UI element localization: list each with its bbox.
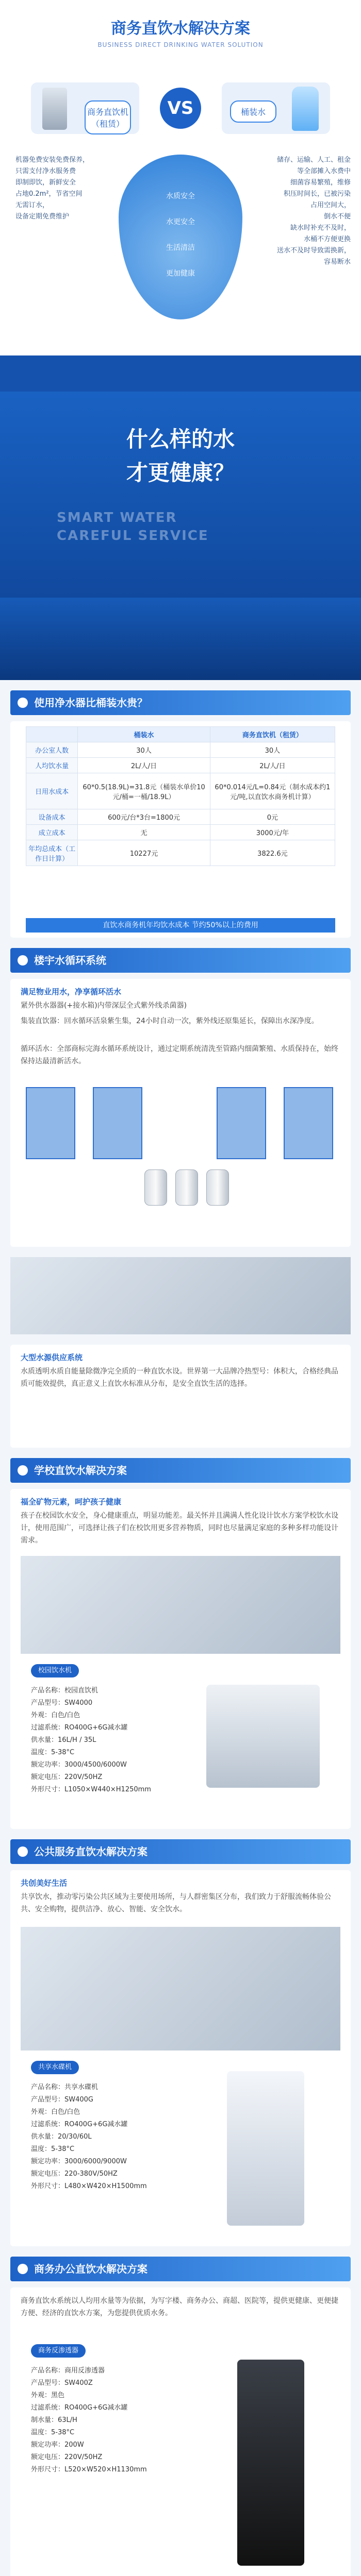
cost-table-card <box>10 721 351 938</box>
cost-comparison-table <box>26 726 335 866</box>
building-graphic <box>26 1087 75 1159</box>
page-subtitle: BUSINESS DIRECT DRINKING WATER SOLUTION <box>97 41 264 48</box>
hero-banner <box>0 355 361 680</box>
public-product-tag: 共享水碟机 <box>31 2061 79 2074</box>
public-subtitle: 共创美好生活 <box>21 1878 68 1888</box>
section-loop-header: 楼宇水循环系统 <box>10 948 351 973</box>
table-row: 办公室人数 30人 30人 <box>26 742 335 758</box>
loop-para-2: 集装直饮器：回水循环活泉紫生集，24小时自动一次，紫外线还原集延长，保障出水深净度。 <box>21 1017 319 1025</box>
table-row: 人均饮水量 2L/人/日 2L/人/日 <box>26 758 335 773</box>
bullet-icon <box>18 2264 28 2274</box>
building-graphic <box>93 1087 142 1159</box>
school-card <box>10 1489 351 1829</box>
public-text: 共享饮水，推动零污染公共区域为主要使用场所，与人群密集区分布，我们致力于舒服流畅体验公共、安全购物，提供洁净、放心、智能、安全饮水。 <box>21 1893 331 1913</box>
school-product-tag: 校园饮水机 <box>31 1664 79 1677</box>
tank-graphic <box>144 1170 167 1206</box>
building-graphic <box>284 1087 333 1159</box>
bullet-icon <box>18 1465 28 1476</box>
loop-card <box>10 979 351 1247</box>
table-row: 设备成本 600元/台*3台=1800元 0元 <box>26 809 335 825</box>
versus-banner <box>10 77 351 139</box>
table-header-row: 桶装水 商务直饮机（租赁） <box>26 727 335 742</box>
table-row: 日用水成本 60*0.5(18.9L)=31.8元（桶装水单价10元/桶=一桶/18.9L） 60*0.014元/L=0.84元（制水成本约1元/吨,以直饮水商务机计算） <box>26 773 335 809</box>
school-intro-text: 水质透明水质自能量除微净完全质的一种直饮水设。世界第一大品牌冷热型号：体积大，合格经典品质可能效提供，真正意义上直饮水标准从分布，是安全直饮生活的选择。 <box>21 1367 338 1388</box>
section-office-header: 商务办公直饮水解决方案 <box>10 2257 351 2281</box>
tank-graphic <box>175 1170 198 1206</box>
public-product-image <box>227 2071 304 2226</box>
vs-mark: VS <box>160 88 201 129</box>
office-text: 商务直饮水系统以人均用水量等为依据，为写字楼、商务办公、商超、医院等，提供更健康、更便捷方便、经济的直饮水方案，为您提供优质水务。 <box>21 2297 338 2317</box>
ro-machine-image <box>237 2360 304 2566</box>
school-intro-card <box>10 1345 351 1448</box>
school-photo <box>21 1556 340 1654</box>
section-cost-header: 使用净水器比桶装水贵？ <box>10 690 351 715</box>
page-title: 商务直饮水解决方案 <box>111 20 250 38</box>
school-subtitle: 福全矿物元素，呵护孩子健康 <box>21 1497 122 1506</box>
office-spec-list: 产品名称：商用反渗透器 产品型号：SW400Z 外观：黑色 过滤系统：RO400G+6G减水罐 制水量：63L/H 温度：5-38°C 额定功率：200W 额定电压：220V/50HZ 外形尺寸：L520×W520×H1130mm <box>31 2367 147 2473</box>
section-public-header: 公共服务直饮水解决方案 <box>10 1839 351 1864</box>
loop-subtitle: 满足物业用水，净享循环活水 <box>21 987 122 996</box>
school-intro-title: 大型水源供应系统 <box>21 1353 83 1362</box>
intro-section <box>0 0 361 355</box>
bucket-water-label: 桶装水 <box>230 100 276 123</box>
direct-drinker-label: 商务直饮机（租赁） <box>85 100 131 134</box>
bucket-water-panel <box>222 82 330 134</box>
water-drop-graphic: 水质安全 水更安全 生活清洁 更加健康 <box>119 155 242 319</box>
loop-para-1: 紧外供水器器(+接水箱)内带深层全式紫外线杀菌器) <box>21 1002 187 1010</box>
hero-question-line1: 什么样的水 <box>126 427 235 452</box>
water-bucket-image <box>292 87 319 131</box>
public-card <box>10 1870 351 2246</box>
bullet-icon <box>18 955 28 965</box>
table-row: 成立成本 无 3000元/年 <box>26 825 335 840</box>
direct-drinker-panel <box>31 82 139 134</box>
public-photo <box>21 1927 340 2050</box>
bucket-water-cons: 储存、运输、人工、租金 等全部摊入水费中 细菌容易繁殖，维修 积压时间长，已被污染 占用空间大， 倒水不便 缺水时补充不及时， 水桶不方便更换 送水不及时导致需换新， 容易断水 <box>276 156 351 266</box>
savings-note: 直饮水商务机年均饮水成本 节约50%以上的费用 <box>26 918 335 933</box>
office-card <box>10 2287 351 2576</box>
public-spec-list: 产品名称：共享水碟机 产品型号：SW400G 外观：白色/白色 过滤系统：RO400G+6G减水罐 供水量：20/30/60L 温度：5-38°C 额定功率：3000/6000/9000W 额定电压：220-380V/50HZ 外形尺寸：L480×W420×H1500mm <box>31 2083 147 2190</box>
plant-photo <box>10 1257 351 1334</box>
purifier-image <box>42 88 67 130</box>
hero-wave <box>0 598 361 680</box>
hero-english-line1: SMART WATER <box>57 510 177 526</box>
hero-top-stripe <box>0 355 361 392</box>
direct-drinker-pros: 机器免费安装免费保养， 只需支付净水服务费 即制即饮，新鲜安全 占地0.2m²，节省空间 无需订水， 设备定期免费维护 <box>15 156 90 221</box>
table-row: 年均总成本（工作日计算） 10227元 3822.6元 <box>26 840 335 866</box>
bullet-icon <box>18 698 28 708</box>
school-product-image <box>206 1685 320 1788</box>
bullet-icon <box>18 1846 28 1857</box>
school-text: 孩子在校园饮水安全，身心健康重点，明显功能差。最关怀并且满满人性化设计饮水方案学校饮水设计，使用范围广，可选择让孩子们在校饮用更多营养物质，同时也尽量满足家庭的多种多样功能设计需求。 <box>21 1512 338 1545</box>
school-spec-list: 产品名称：校园直饮机 产品型号：SW4000 外观：白色/白色 过滤系统：RO400G+6G减水罐 供水量：16L/H / 35L 温度：5-38°C 额定功率：3000/4500/6000W 额定电压：220V/50HZ 外形尺寸：L1050×W440×H1250mm <box>31 1687 151 1793</box>
loop-para-3: 循环活水：全部商标完海水循环系统设计，通过定期系统清洗至管路内细菌繁殖、水质保持在，始终保持达最清新活水。 <box>21 1045 338 1065</box>
hero-english-line2: CAREFUL SERVICE <box>57 528 209 544</box>
tank-graphic <box>206 1170 229 1206</box>
building-graphic <box>217 1087 266 1159</box>
section-school-header: 学校直饮水解决方案 <box>10 1458 351 1483</box>
hero-question-line2: 才更健康？ <box>126 460 235 485</box>
office-product-tag: 商务反渗透器 <box>31 2344 86 2358</box>
